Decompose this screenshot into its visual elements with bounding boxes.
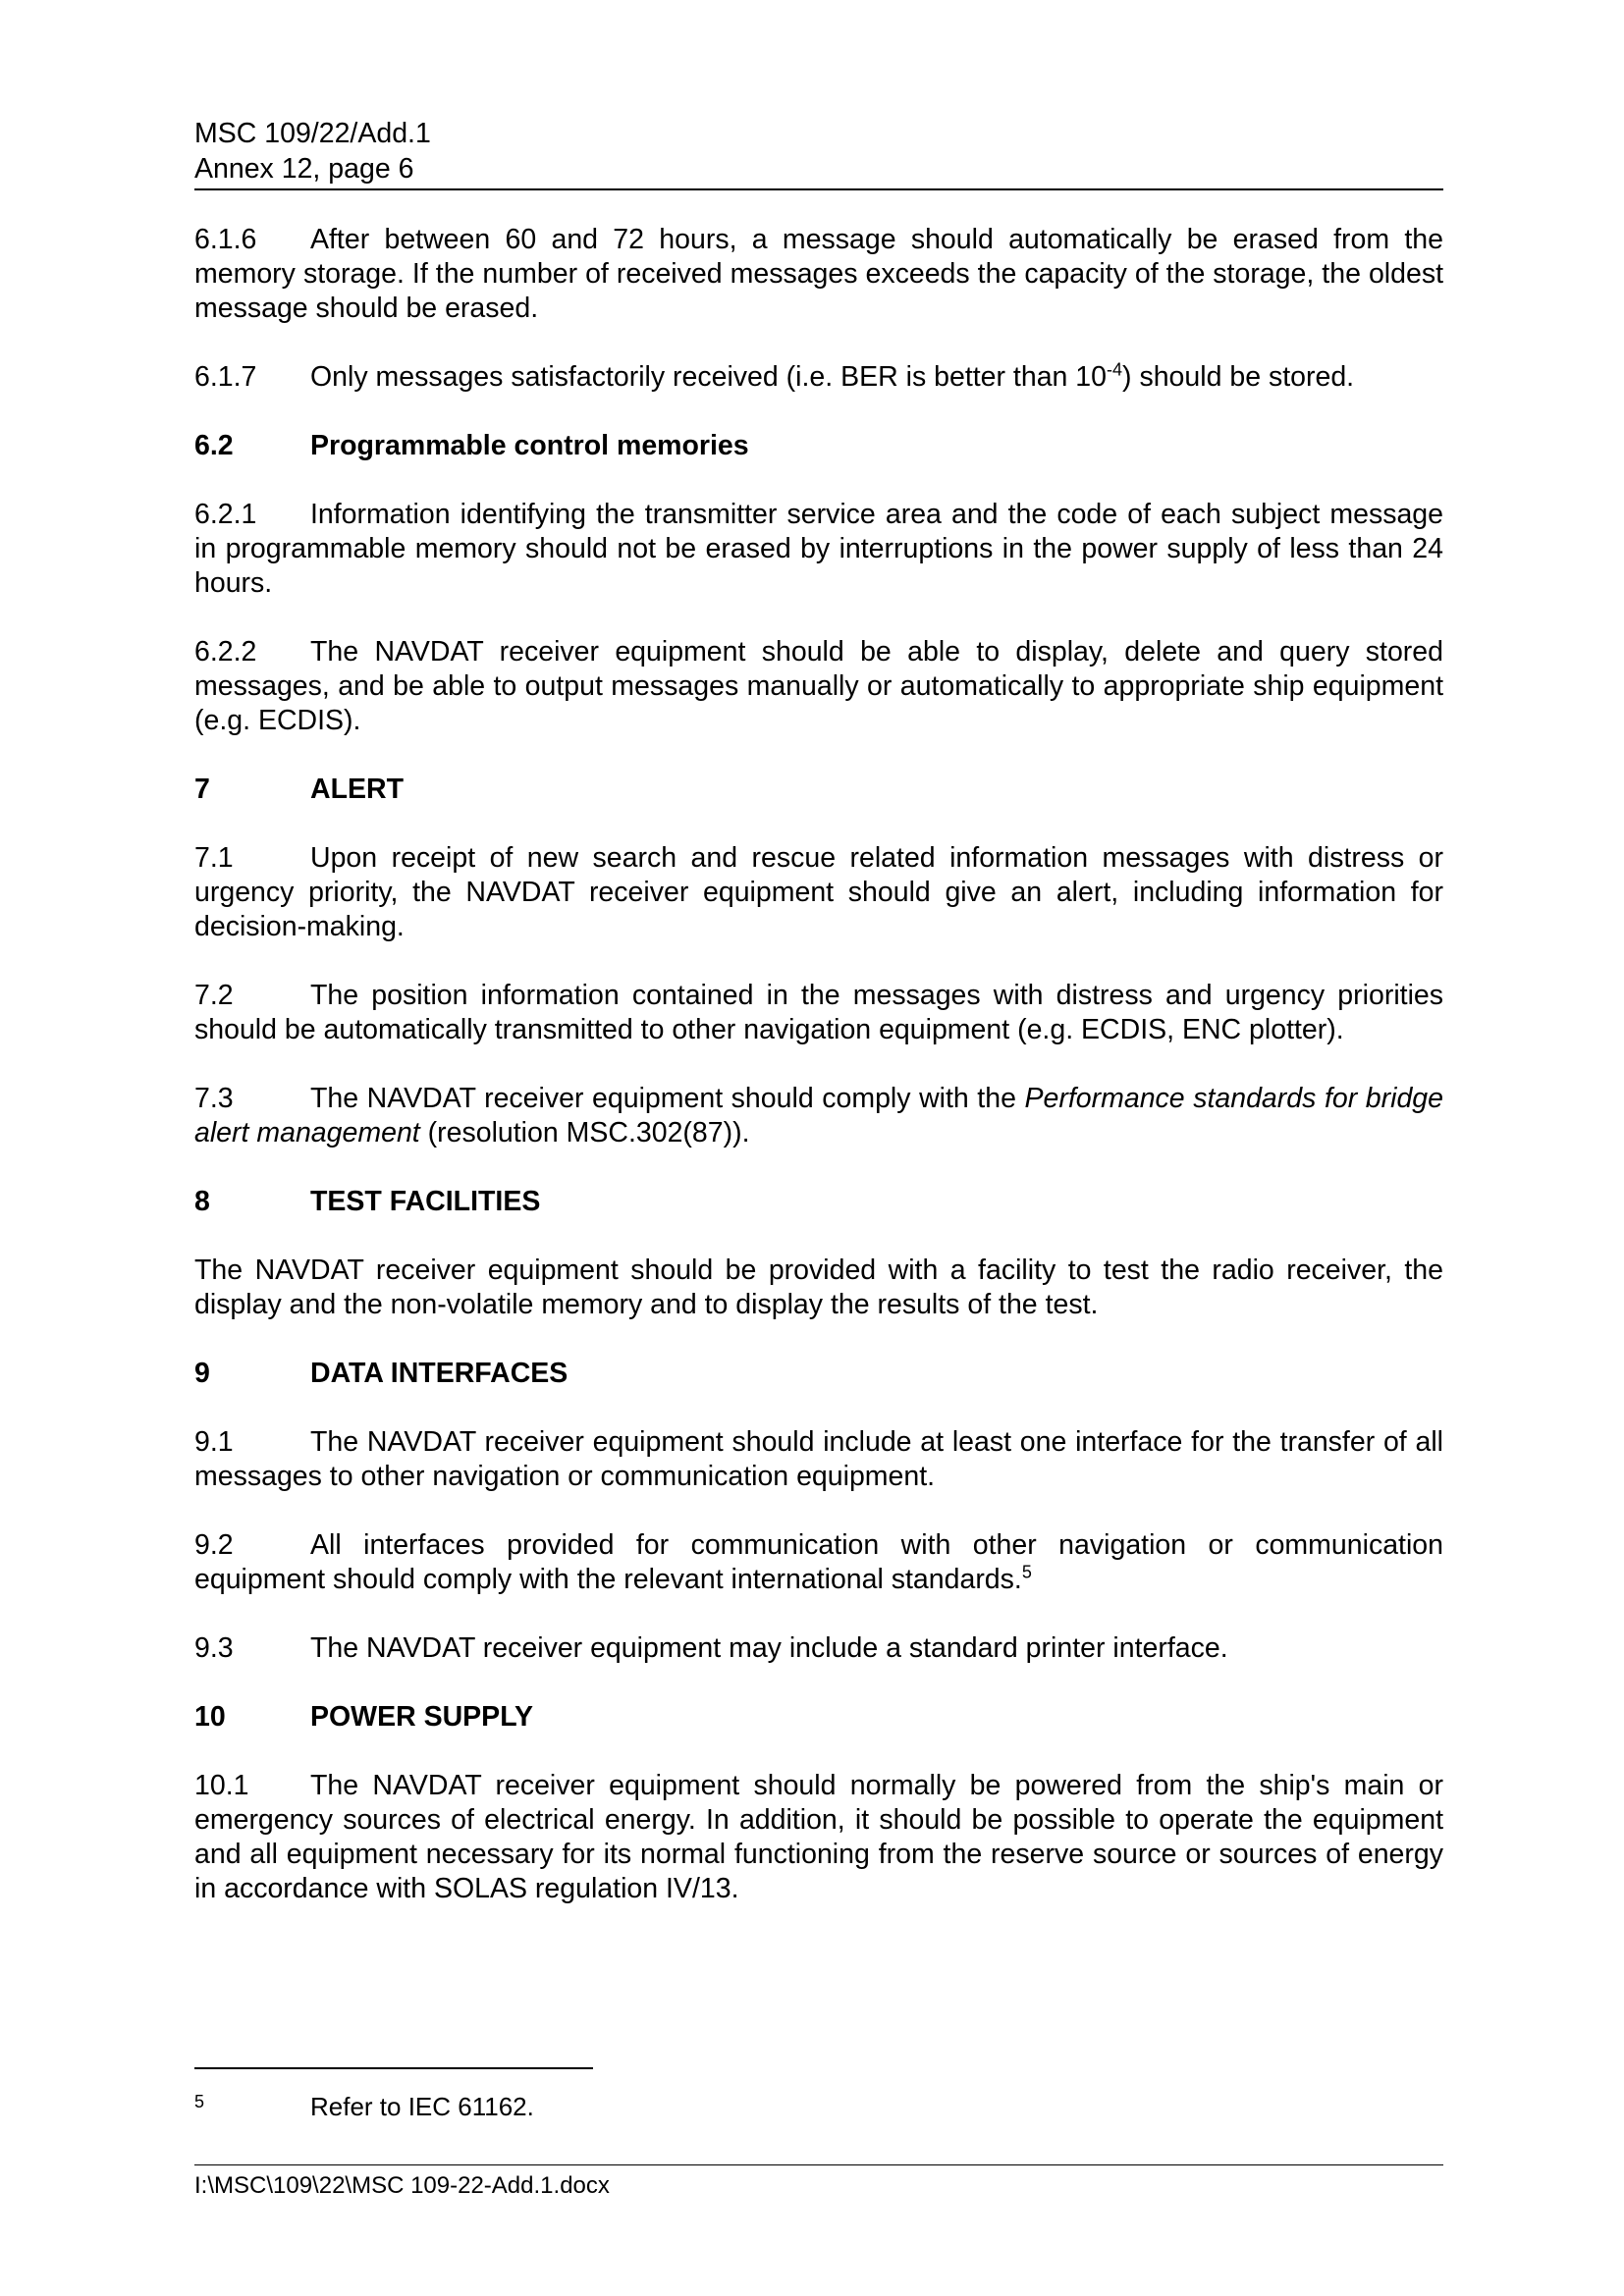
paragraph-number: 7.2 [194, 980, 234, 1011]
paragraph-number: 6.1.7 [194, 361, 257, 393]
paragraph-7-3 [194, 1082, 1443, 1150]
paragraph-number: 10.1 [194, 1770, 249, 1801]
paragraph-text: The position information contained in the messages with distress and urgency priorities should be automatically transmitted to other navigation equipment (e.g. ECDIS, ENC plotter). [194, 980, 1443, 1045]
header-divider [194, 188, 1443, 190]
footer-divider [194, 2164, 1443, 2165]
heading-title: DATA INTERFACES [310, 1358, 568, 1389]
annex-page-label: Annex 12, page 6 [194, 153, 414, 185]
paragraph-text: Information identifying the transmitter service area and the code of each subject message in programmable memory should not be erased by interruptions in the power supply of less than 24 hours. [194, 499, 1443, 599]
paragraph-9-3 [194, 1631, 1443, 1666]
paragraph-7-1 [194, 841, 1443, 944]
paragraph-number: 6.2.1 [194, 499, 257, 530]
paragraph-number: 7.1 [194, 842, 234, 874]
paragraph-number: 7.3 [194, 1083, 234, 1114]
paragraph-6-1-7 [194, 360, 1443, 395]
heading-number: 8 [194, 1186, 210, 1217]
heading-number: 6.2 [194, 430, 234, 461]
heading-number: 7 [194, 774, 210, 805]
page-header [194, 116, 1443, 187]
paragraph-number: 6.1.6 [194, 224, 257, 255]
paragraph-9-1 [194, 1425, 1443, 1494]
paragraph-number: 6.2.2 [194, 636, 257, 667]
paragraph-number: 9.3 [194, 1632, 234, 1664]
footnote-reference[interactable]: 5 [1021, 1562, 1032, 1582]
paragraph-number: 9.2 [194, 1529, 234, 1561]
footnote-mark: 5 [194, 2092, 205, 2111]
heading-title: TEST FACILITIES [310, 1186, 541, 1217]
paragraph-text: After between 60 and 72 hours, a message should automatically be erased from the memory storage. If the number of received messages exceeds the capacity of the storage, the oldest message should be erased. [194, 224, 1443, 324]
heading-10 [194, 1700, 1443, 1735]
paragraph-number: 9.1 [194, 1426, 234, 1458]
document-body [194, 223, 1443, 1941]
paragraph-text: Only messages satisfactorily received (i.e. BER is better than 10 [310, 361, 1108, 393]
paragraph-text: The NAVDAT receiver equipment should comply with the [310, 1083, 1025, 1114]
paragraph-6-2-1 [194, 498, 1443, 601]
paragraph-9-2 [194, 1528, 1443, 1597]
heading-8 [194, 1185, 1443, 1219]
paragraph-text: The NAVDAT receiver equipment should be able to display, delete and query stored messages, and be able to output messages manually or automatically to appropriate ship equipment (e.g. ECDIS). [194, 636, 1443, 736]
paragraph-text-end: ) should be stored. [1122, 361, 1355, 393]
footnote [194, 2085, 534, 2123]
footer-file-path: I:\MSC\109\22\MSC 109-22-Add.1.docx [194, 2172, 610, 2199]
heading-9 [194, 1357, 1443, 1391]
paragraph-7-2 [194, 979, 1443, 1047]
paragraph-text: The NAVDAT receiver equipment should normally be powered from the ship's main or emergency sources of electrical energy. In addition, it should be possible to operate the equipment and all equipment necessary for its normal functioning from the reserve source or sources of energy in accordance with SOLAS regulation IV/13. [194, 1770, 1443, 1904]
paragraph-6-2-2 [194, 635, 1443, 738]
paragraph-text: All interfaces provided for communication with other navigation or communication equipment should comply with the relevant international standards. [194, 1529, 1443, 1595]
paragraph-text: The NAVDAT receiver equipment should be provided with a facility to test the radio receiver, the display and the non-volatile memory and to display the results of the test. [194, 1255, 1443, 1320]
paragraph-text: The NAVDAT receiver equipment should include at least one interface for the transfer of all messages to other navigation or communication equipment. [194, 1426, 1443, 1492]
document-title-italic: Performance standards for bridge alert management [194, 1083, 1443, 1148]
heading-title: ALERT [310, 774, 404, 805]
paragraph-text: Upon receipt of new search and rescue related information messages with distress or urgency priority, the NAVDAT receiver equipment should give an alert, including information for decision-making. [194, 842, 1443, 942]
heading-number: 10 [194, 1701, 226, 1733]
footnote-separator [194, 2067, 593, 2069]
heading-title: POWER SUPPLY [310, 1701, 533, 1733]
heading-number: 9 [194, 1358, 210, 1389]
heading-title: Programmable control memories [310, 430, 749, 461]
paragraph-10-1 [194, 1769, 1443, 1906]
exponent: -4 [1107, 359, 1123, 380]
heading-7 [194, 773, 1443, 807]
paragraph-text: The NAVDAT receiver equipment may include a standard printer interface. [310, 1632, 1228, 1664]
heading-6-2 [194, 429, 1443, 463]
paragraph-text-end: (resolution MSC.302(87)). [419, 1117, 750, 1148]
footnote-text: Refer to IEC 61162. [310, 2092, 534, 2121]
document-symbol: MSC 109/22/Add.1 [194, 118, 431, 149]
paragraph-6-1-6 [194, 223, 1443, 326]
paragraph-8 [194, 1254, 1443, 1322]
